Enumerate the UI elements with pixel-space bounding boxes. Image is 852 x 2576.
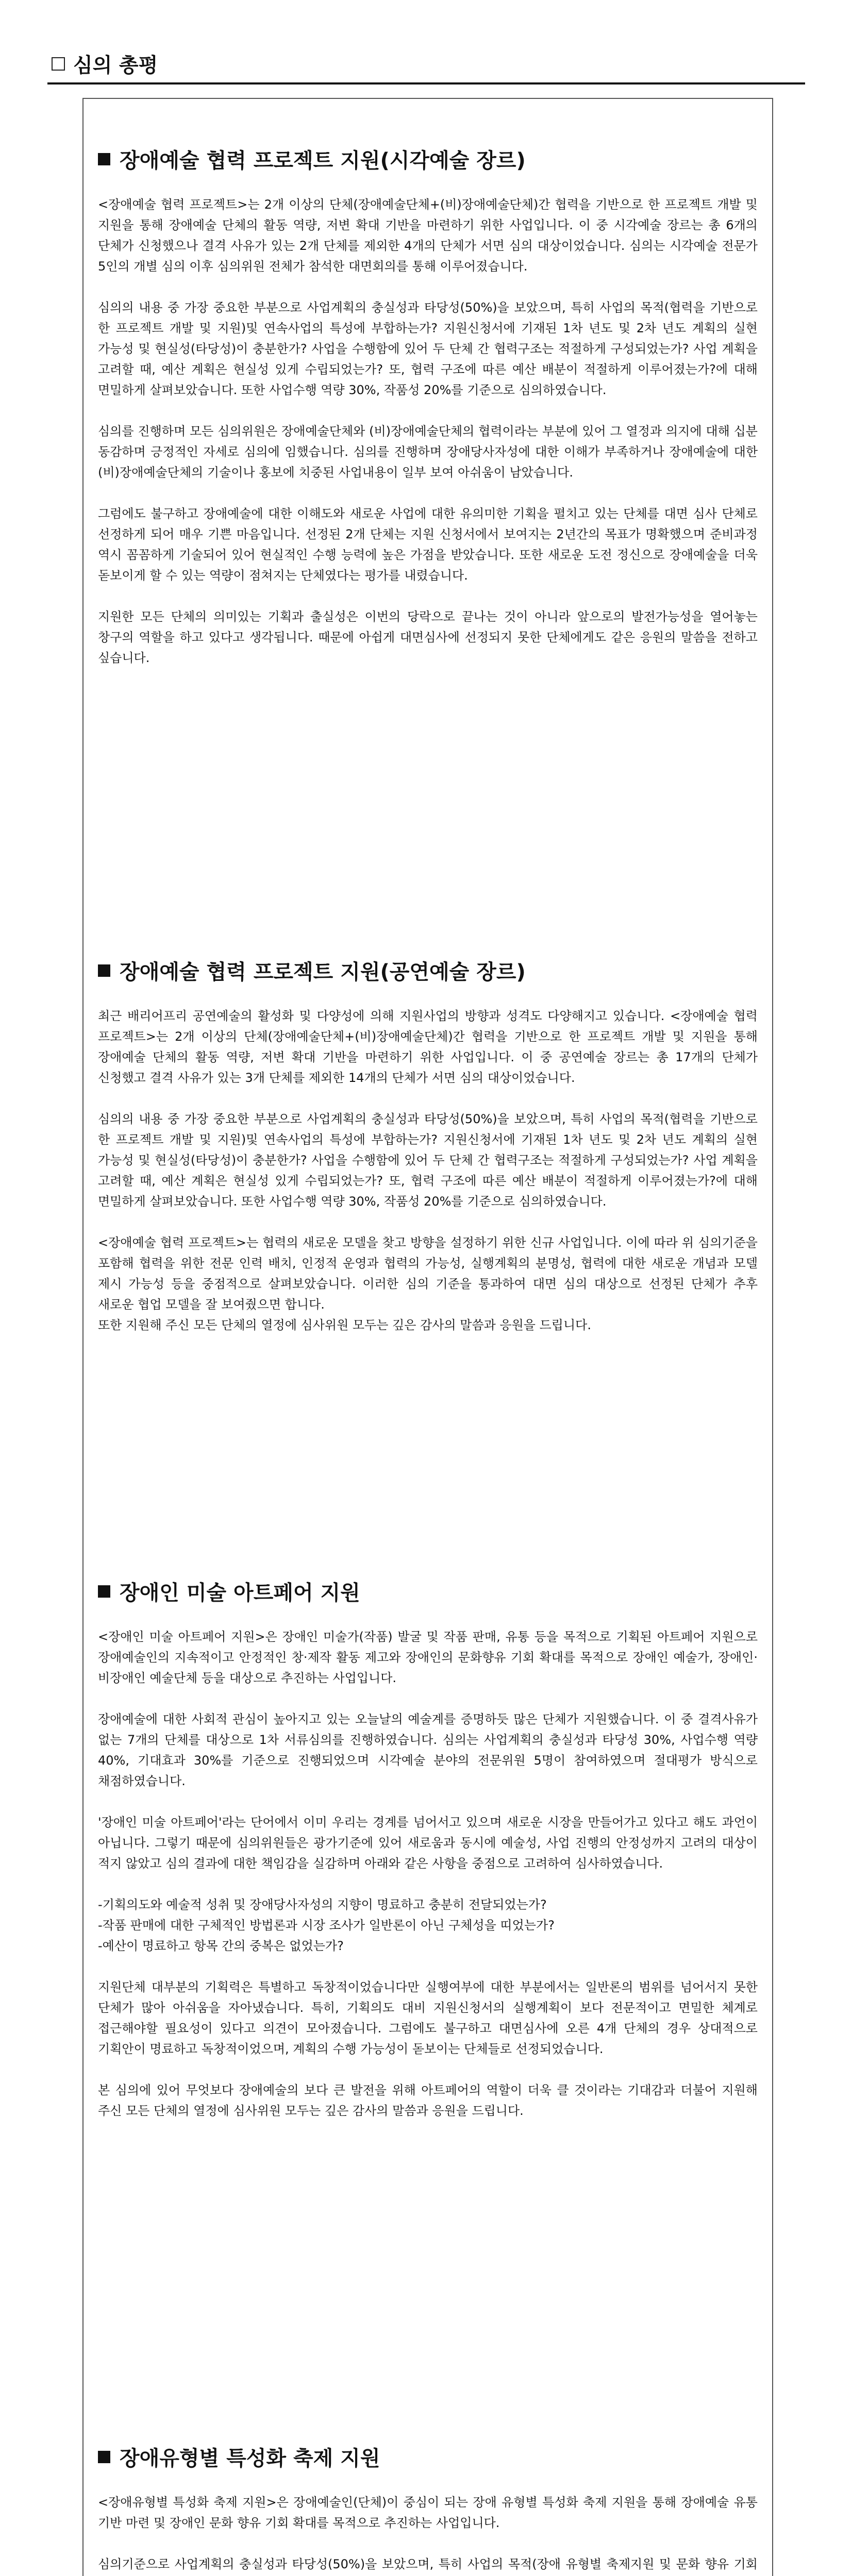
black-square-bullet-icon <box>98 964 110 977</box>
page-title-text: 심의 총평 <box>73 54 158 77</box>
paragraph: 또한 지원해 주신 모든 단체의 열정에 심사위원 모두는 깊은 감사의 말씀과 응원을 드립니다. <box>98 1318 591 1332</box>
section-heading-text: 장애유형별 특성화 축제 지원 <box>120 2447 380 2470</box>
section-festival-support <box>98 2442 758 2576</box>
page-title <box>52 49 158 78</box>
paragraph: 본 심의에 있어 무엇보다 장애예술의 보다 큰 발전을 위해 아트페어의 역할이 더욱 클 것이라는 기대감과 더불어 지원해 주신 모든 단체의 열정에 심사위원 모두는 깊은 감사의 말씀과 응원을 드립니다. <box>98 2083 758 2118</box>
section-performing-arts-cooperation <box>98 956 758 1335</box>
section-heading-text: 장애예술 협력 프로젝트 지원(시각예술 장르) <box>120 149 526 173</box>
section-heading <box>98 1577 758 1606</box>
paragraph: <장애인 미술 아트페어 지원>은 장애인 미술가(작품) 발굴 및 작품 판매, 유통 등을 목적으로 기획된 아트페어 지원으로 장애예술인의 지속적이고 안정적인 창·제작 활동 제고와 장애인의 문화향유 기회 확대를 목적으로 장애인 예술가, 장애인·비장애인 예술단체 등을 대상으로 추진하는 사업입니다. <box>98 1630 758 1685</box>
paragraph: <장애예술 협력 프로젝트>는 협력의 새로운 모델을 찾고 방향을 설정하기 위한 신규 사업입니다. 이에 따라 위 심의기준을 포함해 협력을 위한 전문 인력 배치, 인정적 운영과 협력의 가능성, 실행계획의 분명성, 협력에 대한 새로운 개념과 모델 제시 가능성 등을 중점적으로 살펴보았습니다. 이러한 심의 기준을 통과하여 대면 심의 대상으로 선정된 단체가 추후 새로운 협업 모델을 잘 보여줬으면 합니다. <box>98 1235 758 1312</box>
black-square-bullet-icon <box>98 2451 110 2463</box>
paragraph: 심의의 내용 중 가장 중요한 부분으로 사업계획의 충실성과 타당성(50%)을 보았으며, 특히 사업의 목적(협력을 기반으로 한 프로젝트 개발 및 지원)및 연속사업의 특성에 부합하는가? 지원신청서에 기재된 1차 년도 및 2차 년도 계획의 실현 가능성 및 현실성(타당성)이 충분한가? 사업을 수행함에 있어 두 단체 간 협력구조는 적절하게 구성되었는가? 사업 계획을 고려할 때, 예산 계획은 현실성 있게 수립되었는가? 또, 협력 구조에 따른 예산 배분이 적절하게 이루어졌는가?에 대해 면밀하게 살펴보았습니다. 또한 사업수행 역량 30%, 작품성 20%를 기준으로 심의하였습니다. <box>98 300 758 397</box>
paragraph: 심의기준으로 사업계획의 충실성과 타당성(50%)을 보았으며, 특히 사업의 목적(장애 유형별 축제지원 및 문화 향유 기회 <box>98 2557 758 2571</box>
paragraph: 최근 배리어프리 공연예술의 활성화 및 다양성에 의해 지원사업의 방향과 성격도 다양해지고 있습니다. <장애예술 협력 프로젝트>는 2개 이상의 단체(장애예술단체+(비)장애예술단체)간 협력을 기반으로 한 프로젝트 개발 및 지원을 통해 장애예술 단체의 활동 역량, 저변 확대 기반을 마련하기 위한 사업입니다. 이 중 공연예술 장르는 총 17개의 단체가 신청했고 결격 사유가 있는 3개 단체를 제외한 14개의 단체가 서면 심의 대상이었습니다. <box>98 1009 758 1085</box>
checkbox-square-icon <box>52 57 65 71</box>
section-visual-arts-cooperation <box>98 144 758 668</box>
section-art-fair-support <box>98 1577 758 2121</box>
paragraph: 심의의 내용 중 가장 중요한 부분으로 사업계획의 충실성과 타당성(50%)을 보았으며, 특히 사업의 목적(협력을 기반으로 한 프로젝트 개발 및 지원)및 연속사업의 특성에 부합하는가? 지원신청서에 기재된 1차 년도 및 2차 년도 계획의 실현 가능성 및 현실성(타당성)이 충분한가? 사업을 수행함에 있어 두 단체 간 협력구조는 적절하게 구성되었는가? 사업 계획을 고려할 때, 예산 계획은 현실성 있게 수립되었는가? 또, 협력 구조에 따른 예산 배분이 적절하게 이루어졌는가?에 대해 면밀하게 살펴보았습니다. 또한 사업수행 역량 30%, 작품성 20%를 기준으로 심의하였습니다. <box>98 1112 758 1209</box>
criteria-list: -기획의도와 예술적 성취 및 장애당사자성의 지향이 명료하고 충분히 전달되었는가? -작품 판매에 대한 구체적인 방법론과 시장 조사가 일반론이 아닌 구체성을 띠었는가? -예산이 명료하고 항목 간의 중복은 없었는가? <box>98 1897 555 1953</box>
black-square-bullet-icon <box>98 153 110 165</box>
paragraph: 장애예술에 대한 사회적 관심이 높아지고 있는 오늘날의 예술계를 증명하듯 많은 단체가 지원했습니다. 이 중 결격사유가 없는 7개의 단체를 대상으로 1차 서류심의를 진행하였습니다. 심의는 사업계획의 충실성과 타당성 30%, 사업수행 역량 40%, 기대효과 30%를 기준으로 진행되었으며 시각예술 분야의 전문위원 5명이 참여하였으며 절대평가 방식으로 채점하였습니다. <box>98 1712 758 1788</box>
paragraph: 그럼에도 불구하고 장애예술에 대한 이해도와 새로운 사업에 대한 유의미한 기획을 펼치고 있는 단체를 대면 심사 단체로 선정하게 되어 매우 기쁜 마음입니다. 선정된 2개 단체는 지원 신청서에서 보여지는 2년간의 목표가 명확했으며 준비과정 역시 꼼꼼하게 기술되어 있어 현실적인 수행 능력에 높은 가점을 받았습니다. 또한 새로운 도전 정신으로 장애예술을 더욱 돋보이게 할 수 있는 역량이 점쳐지는 단체였다는 평가를 내렸습니다. <box>98 506 758 583</box>
paragraph: <장애유형별 특성화 축제 지원>은 장애예술인(단체)이 중심이 되는 장애 유형별 특성화 축제 지원을 통해 장애예술 유통 기반 마련 및 장애인 문화 향유 기회 확대를 목적으로 추진하는 사업입니다. <box>98 2495 758 2530</box>
paragraph: '장애인 미술 아트페어'라는 단어에서 이미 우리는 경계를 넘어서고 있으며 새로운 시장을 만들어가고 있다고 해도 과언이 아닙니다. 그렇기 때문에 심의위원들은 광가기준에 있어 새로움과 동시에 예술성, 사업 진행의 안정성까지 고려의 대상이 적지 않았고 심의 결과에 대한 책임감을 실감하며 아래와 같은 사항을 중점으로 고려하여 심사하였습니다. <box>98 1815 758 1871</box>
title-underline <box>47 82 805 84</box>
paragraph: 지원한 모든 단체의 의미있는 기획과 출실성은 이번의 당락으로 끝나는 것이 아니라 앞으로의 발전가능성을 열어놓는 창구의 역할을 하고 있다고 생각됩니다. 때문에 아쉽게 대면심사에 선정되지 못한 단체에게도 같은 응원의 말씀을 전하고 싶습니다. <box>98 609 758 665</box>
section-heading <box>98 956 758 985</box>
paragraph: 지원단체 대부분의 기획력은 특별하고 독창적이었습니다만 실행여부에 대한 부분에서는 일반론의 범위를 넘어서지 못한 단체가 많아 아쉬움을 자아냈습니다. 특히, 기획의도 대비 지원신청서의 실행계획이 보다 전문적이고 면밀한 체계로 접근해야할 필요성이 있다고 의견이 모아졌습니다. 그럼에도 불구하고 대면심사에 오른 4개 단체의 경우 상대적으로 기획안이 명료하고 독창적이었으며, 계획의 수행 가능성이 돋보이는 단체들로 선정되었습니다. <box>98 1980 758 2056</box>
section-heading <box>98 144 758 174</box>
section-heading <box>98 2442 758 2471</box>
black-square-bullet-icon <box>98 1585 110 1598</box>
paragraph: 심의를 진행하며 모든 심의위원은 장애예술단체와 (비)장애예술단체의 협력이라는 부분에 있어 그 열정과 의지에 대해 십분 동감하며 긍정적인 자세로 심의에 임했습니다. 심의를 진행하며 장애당사자성에 대한 이해가 부족하거나 장애예술에 대한 (비)장애예술단체의 기술이나 홍보에 치중된 사업내용이 일부 보여 아쉬움이 남았습니다. <box>98 424 758 480</box>
paragraph: <장애예술 협력 프로젝트>는 2개 이상의 단체(장애예술단체+(비)장애예술단체)간 협력을 기반으로 한 프로젝트 개발 및 지원을 통해 장애예술 단체의 활동 역량, 저변 확대 기반을 마련하기 위한 사업입니다. 이 중 시각예술 장르는 총 6개의 단체가 신청했으나 결격 사유가 있는 2개 단체를 제외한 4개의 단체가 서면 심의 대상이었습니다. 심의는 시각예술 전문가 5인의 개별 심의 이후 심의위원 전체가 참석한 대면회의를 통해 이루어졌습니다. <box>98 197 758 274</box>
section-heading-text: 장애예술 협력 프로젝트 지원(공연예술 장르) <box>120 960 526 984</box>
section-heading-text: 장애인 미술 아트페어 지원 <box>120 1581 360 1605</box>
